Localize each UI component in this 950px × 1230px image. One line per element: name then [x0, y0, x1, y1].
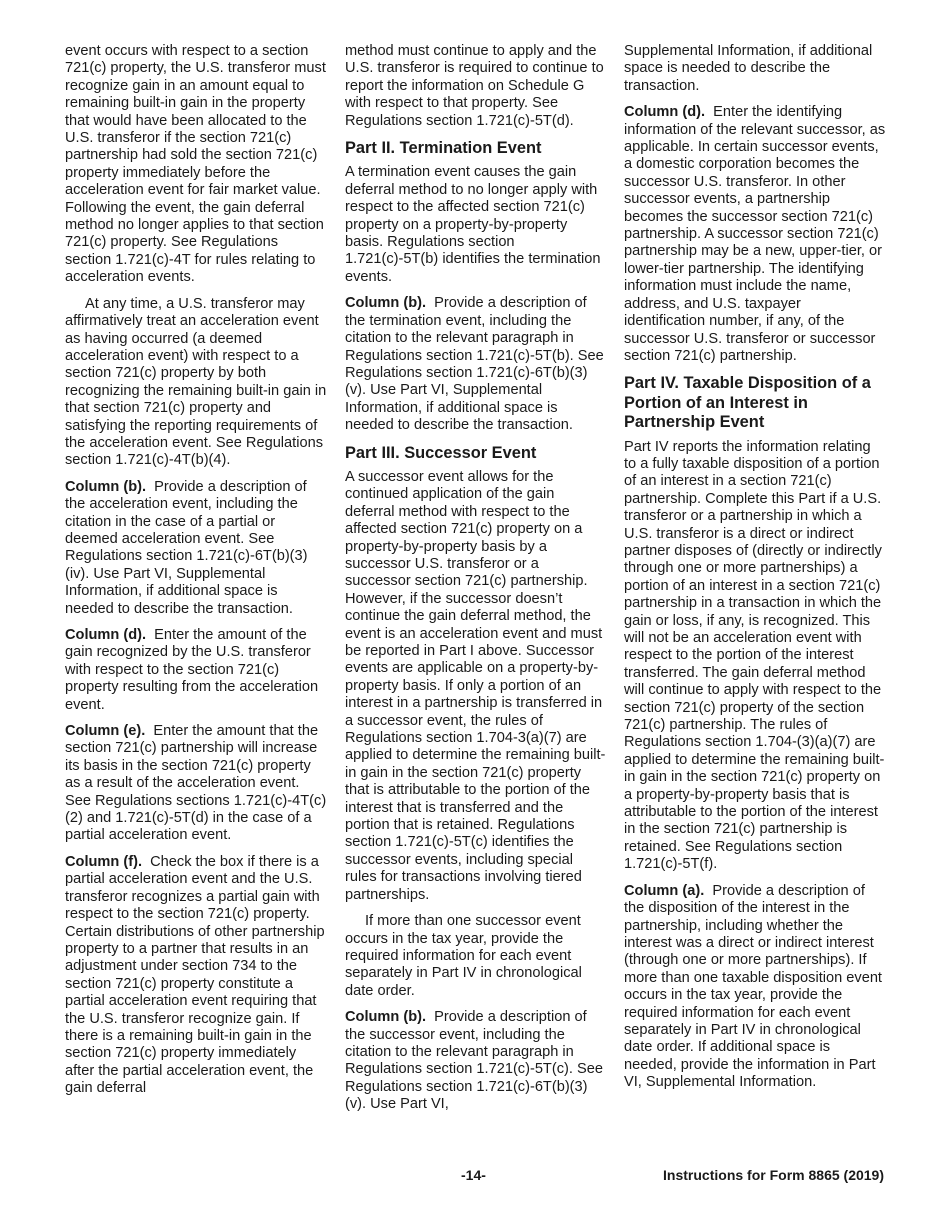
column-label: Column (d). — [65, 627, 147, 643]
paragraph: event occurs with respect to a section 721(c) property, the U.S. transferor must recognize gain in an amount equal to remaining built-in gain in the property that would have been allocated to the U.S. transferor if the section 721(c) partnership had sold the section 721(c) property immediately before the acceleration event for fair market value. Following the event, the gain deferral method no longer applies to that section 721(c) property. See Regulations section 1.721(c)-4T for rules relating to acceleration events. — [65, 43, 326, 286]
paragraph — [65, 479, 327, 618]
column-label: Column (b). — [345, 1009, 427, 1026]
section-heading: Part III. Successor Event — [345, 443, 537, 462]
paragraph — [624, 104, 886, 365]
column-label: Column (b). — [65, 478, 147, 495]
paragraph-text: Provide a description of the disposition of the interest in the partnership, including whether the interest was a direct or indirect interest (through one or more partnerships). If more than one taxable disposition event occurs in the tax year, provide the required information for each event separately in Part IV in chronological date order. If additional space is needed, provide the information in Part VI, Supplemental Information. — [624, 882, 882, 1091]
section-heading: Part IV. Taxable Disposition of a Portion of an Interest in Partnership Event — [624, 374, 871, 432]
paragraph-text: Enter the amount that the section 721(c) partnership will increase its basis in the section 721(c) property as a result of the acceleration event. See Regulations sections 1.721(c)-4T(c)(2) and 1.721(c)-5T(d) in the case of a partial acceleration event. — [65, 723, 327, 844]
page-number: -14- — [461, 1167, 486, 1183]
column-label: Column (b). — [345, 295, 427, 312]
text-column-2 — [345, 43, 607, 1123]
paragraph: method must continue to apply and the U.S. transferor is required to continue to report the information on Schedule G with respect to that property. See Regulations section 1.721(c)-5T(d). — [345, 43, 604, 129]
paragraph: Part IV reports the information relating to a fully taxable disposition of a portion of an interest in a section 721(c) partnership. Complete this Part if a U.S. transferor or a partnership in which a U.S. transferor is a direct or indirect partner disposes of (directly or indirectly through one or more partnerships) a portion of an interest in a section 721(c) partnership in a transaction in which the gain or loss, if any, is recognized. This will not be an acceleration event with respect to the portion of the interest transferred. The gain deferral method will continue to apply with respect to the section 721(c) property of the section 721(c) partnership. The rules of Regulations section 1.704-(3)(a)(7) are applied to determine the remaining built-in gain in the section 721(c) property on a property-by-property basis that is attributable to the portion of the interest in the section 721(c) partnership is retained. See Regulations section 1.721(c)-5T(f). — [624, 438, 885, 873]
column-label: Column (d). — [624, 104, 706, 121]
column-label: Column (e). — [65, 723, 146, 740]
paragraph: Supplemental Information, if additional space is needed to describe the transaction. — [624, 43, 873, 94]
paragraph — [65, 627, 327, 714]
paragraph-text: Provide a description of the successor event, including the citation to the relevant paragraph in Regulations section 1.721(c)-5T(c). See Regulations section 1.721(c)-6T(b)(3)(v). Use Part VI, — [345, 1009, 603, 1113]
text-column-1 — [65, 43, 327, 1107]
paragraph-text: Enter the amount of the gain recognized by the U.S. transferor with respect to the section 721(c) property resulting from the acceleration event. — [65, 627, 319, 713]
form-title: Instructions for Form 8865 (2019) — [663, 1167, 884, 1183]
paragraph-text: Provide a description of the acceleration event, including the citation in the case of a partial or deemed acceleration event. See Regulations section 1.721(c)-6T(b)(3)(iv). Use Part VI, Supplemental Information, if additional space is needed to describe the transaction. — [65, 478, 308, 617]
paragraph — [624, 883, 886, 1092]
paragraph — [345, 295, 607, 434]
text-column-3 — [624, 43, 886, 1101]
column-label: Column (a). — [624, 882, 705, 899]
section-heading: Part II. Termination Event — [345, 139, 542, 158]
column-label: Column (f). — [65, 853, 143, 870]
paragraph — [65, 723, 327, 845]
paragraph: If more than one successor event occurs in the tax year, provide the required information for each event separately in Part IV in chronological date order. — [345, 913, 582, 999]
paragraph: A termination event causes the gain deferral method to no longer apply with respect to the affected section 721(c) property on a property-by-property basis. Regulations section 1.721(c)-5T(b) identifies the termination events. — [345, 164, 601, 285]
paragraph-text: Enter the identifying information of the relevant successor, as applicable. In certain successor events, a domestic corporation becomes the successor U.S. transferor. In other successor events, a partnership becomes the successor section 721(c) partnership. A successor section 721(c) partnership may be a new, upper-tier, or lower-tier partnership. The identifying information must include the name, address, and U.S. taxpayer identification number, if any, of the successor U.S. transferor or successor section 721(c) partnership. — [624, 104, 886, 364]
paragraph: A successor event allows for the continued application of the gain deferral method with respect to the affected section 721(c) property on a property-by-property basis by a successor U.S. transferor or a successor section 721(c) partnership. However, if the successor doesn’t continue the gain deferral method, the event is an acceleration event and must be reported in Part I above. Successor events are applicable on a property-by-property basis. If only a portion of an interest in a partnership is transferred in a successor event, the rules of Regulations section 1.704-3(a)(7) are applied to determine the remaining built-in gain in the section 721(c) property that is attributable to the portion of the interest that is transferred and the portion that is retained. Regulations section 1.721(c)-5T(c) identifies the successor events, including special rules for transactions involving tiered partnerships. — [345, 468, 606, 903]
paragraph: At any time, a U.S. transferor may affirmatively treat an acceleration event as having occurred (a deemed acceleration event) with respect to a section 721(c) property by both recognizing the remaining built-in gain in that section 721(c) property and satisfying the reporting requirements of the acceleration event. See Regulations section 1.721(c)-4T(b)(4). — [65, 295, 327, 469]
paragraph — [65, 854, 327, 1098]
paragraph — [345, 1009, 607, 1113]
paragraph-text: Provide a description of the termination event, including the citation to the relevant paragraph in Regulations section 1.721(c)-5T(b). See Regulations section 1.721(c)-6T(b)(3)(v). Use Part VI, Supplemental Information, if additional space is needed to describe the transaction. — [345, 295, 604, 434]
paragraph-text: Check the box if there is a partial acceleration event and the U.S. transferor recognizes a partial gain with respect to the section 721(c) property. Certain distributions of other partnership property to a partner that results in an adjustment under section 734 to the section 721(c) property constitute a partial acceleration event requiring that the U.S. transferor recognize gain. If there is a remaining built-in gain in the section 721(c) property immediately after the partial acceleration event, the gain deferral — [65, 853, 325, 1097]
